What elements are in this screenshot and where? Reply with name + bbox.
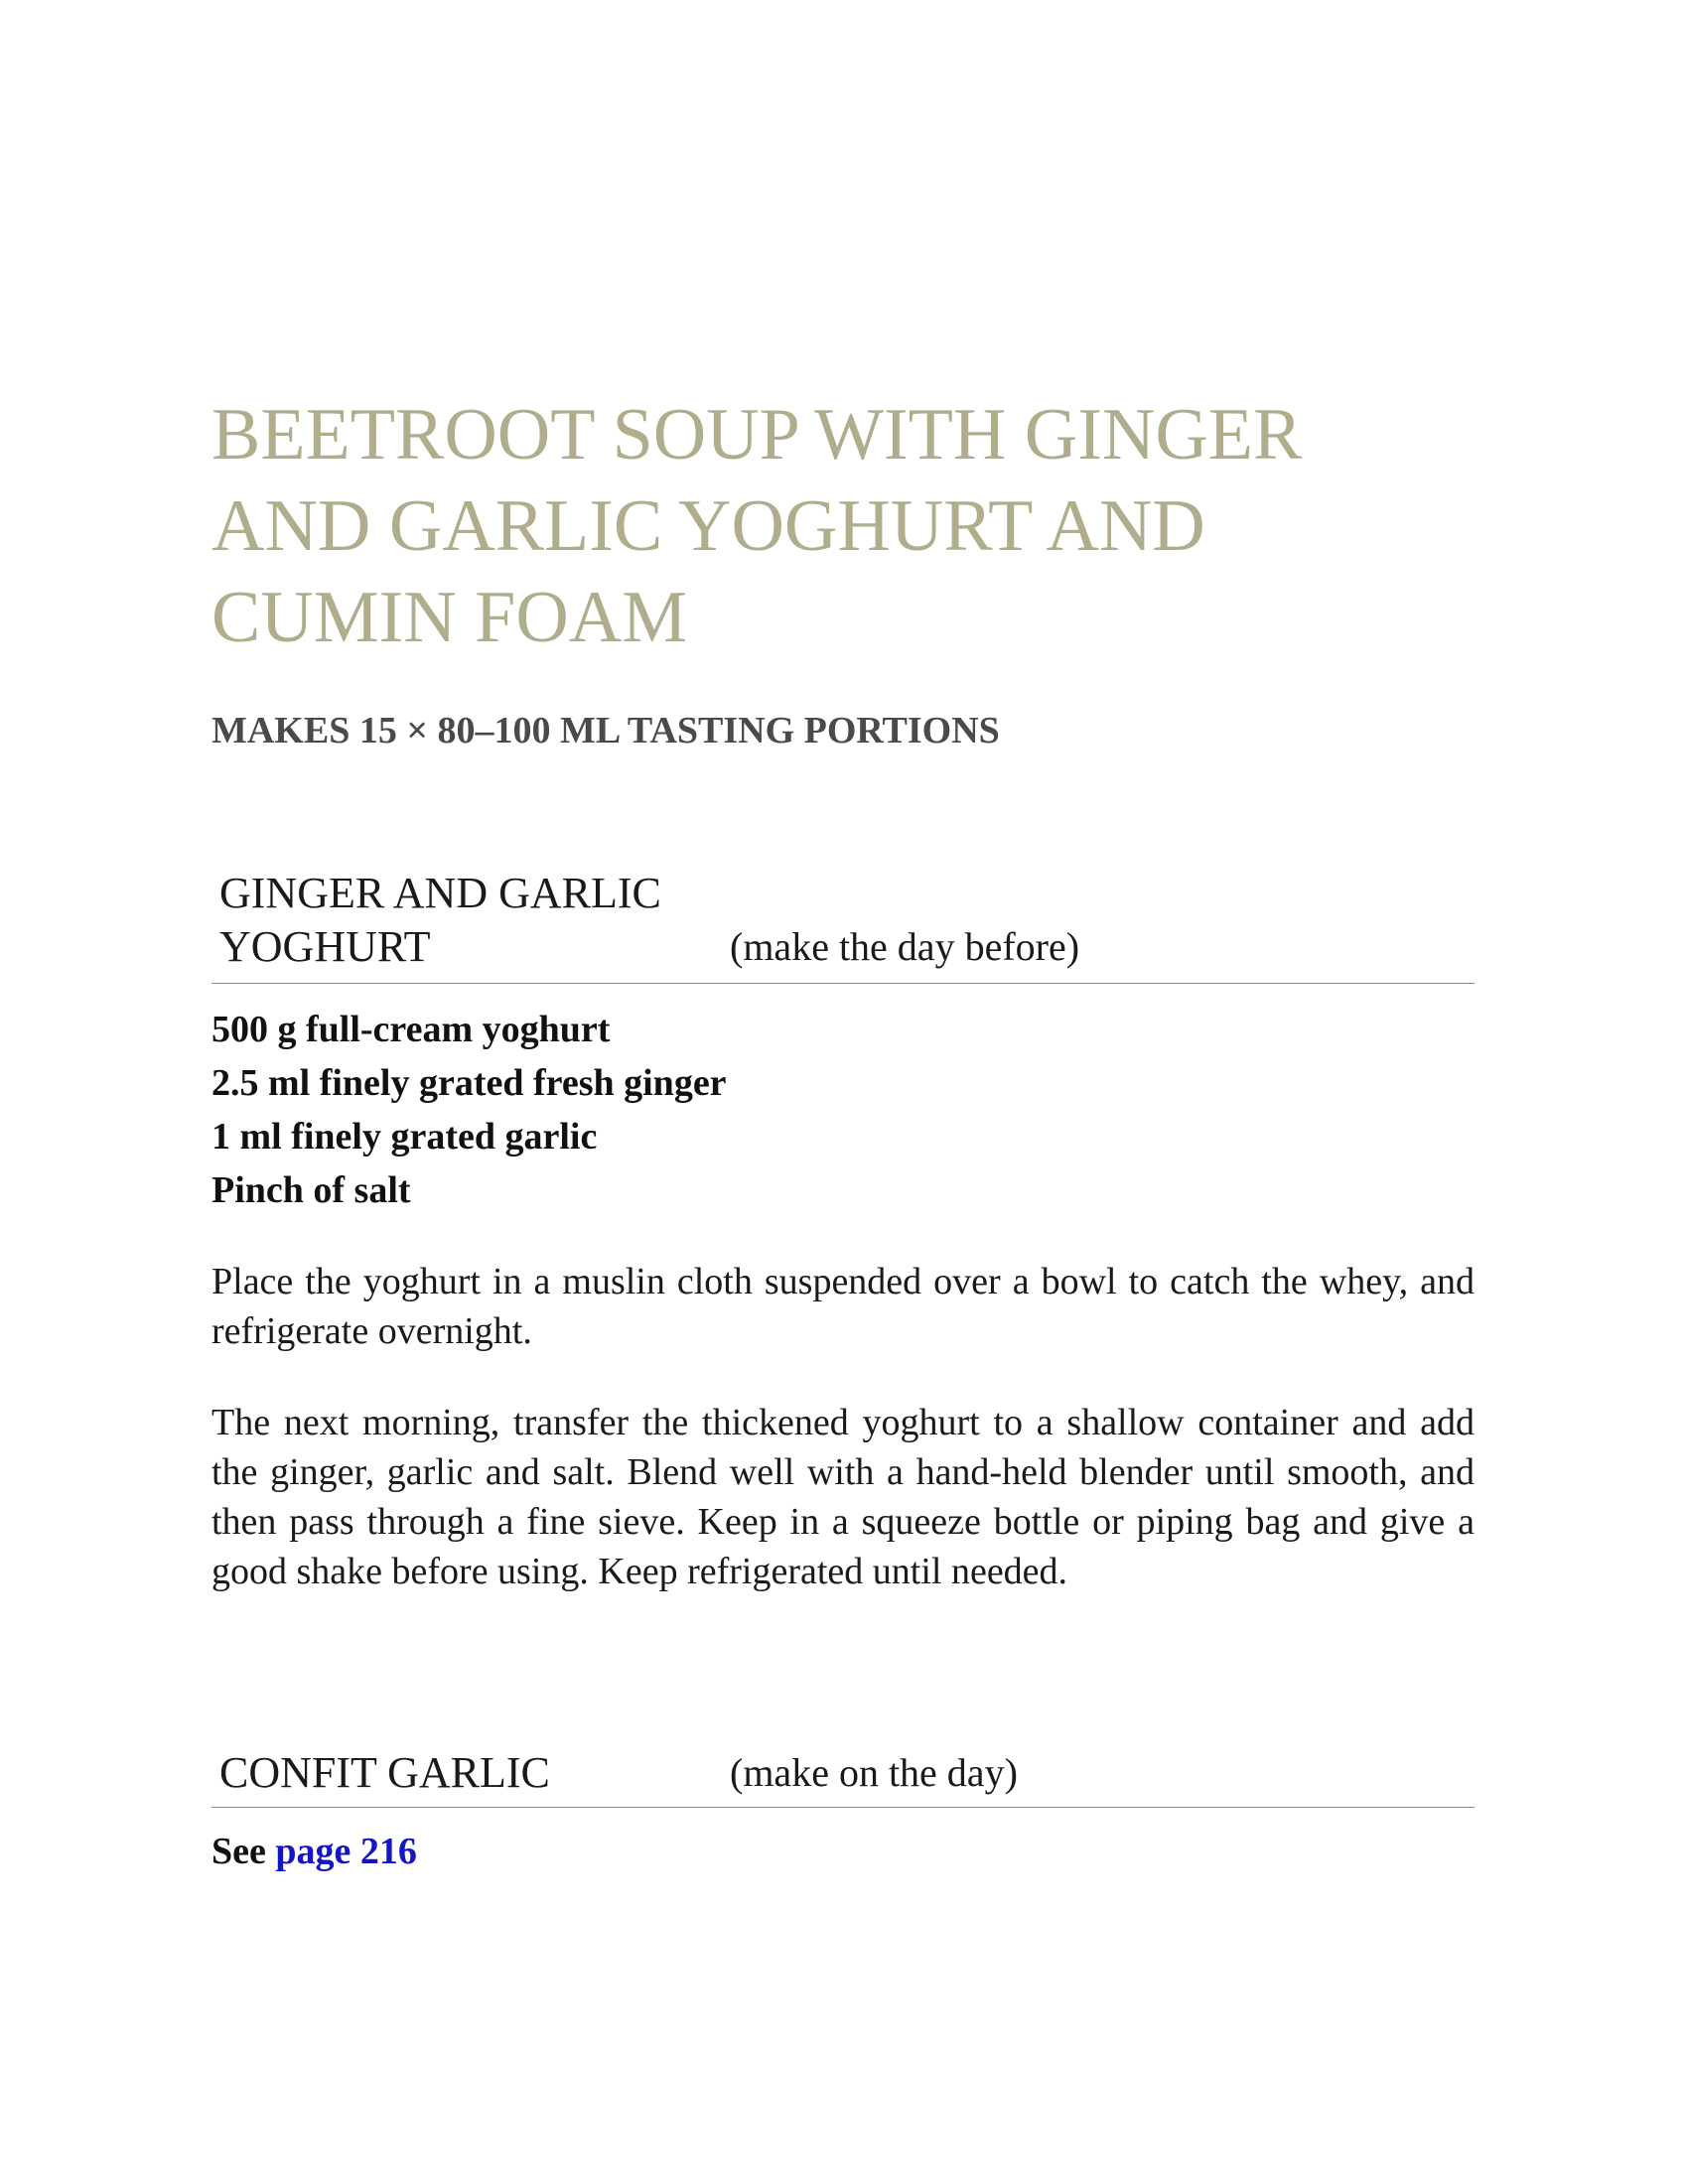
recipe-title-line-1: BEETROOT SOUP WITH GINGER (211, 394, 1303, 476)
section-title-confit-garlic: CONFIT GARLIC (219, 1748, 550, 1797)
ingredient-item: 1 ml finely grated garlic (211, 1116, 598, 1158)
recipe-title-line-2: AND GARLIC YOGHURT AND (211, 485, 1205, 567)
section-note-confit-garlic: (make on the day) (730, 1750, 1018, 1795)
method-paragraph-1: Place the yoghurt in a muslin cloth suspended over a bowl to catch the whey, and refrigerate overnight. (211, 1261, 1475, 1352)
section-title-yoghurt-line-1: GINGER AND GARLIC (219, 869, 661, 917)
page-reference-link[interactable]: page 216 (275, 1831, 417, 1872)
recipe-page (211, 0, 1475, 2184)
method-paragraph-2: The next morning, transfer the thickened yoghurt to a shallow container and add the ginger, garlic and salt. Blend well with a hand-held blender until smooth, and then pass through a fine sieve. Keep in a squeeze bottle or piping bag and give a good shake before using. Keep refrigerated until needed. (211, 1402, 1475, 1592)
ingredient-list-yoghurt (211, 1003, 727, 1217)
recipe-title (211, 389, 1475, 663)
yield-subtitle: MAKES 15 × 80–100 ML TASTING PORTIONS (211, 710, 1000, 751)
section-title-yoghurt-line-2: YOGHURT (219, 922, 431, 971)
recipe-title-line-3: CUMIN FOAM (211, 577, 688, 658)
section-header-yoghurt (211, 862, 1475, 984)
section-note-yoghurt: (make the day before) (730, 924, 1080, 969)
ingredient-item: Pinch of salt (211, 1169, 411, 1211)
ingredient-item: 2.5 ml finely grated fresh ginger (211, 1062, 727, 1104)
see-prefix: See (211, 1831, 266, 1872)
section-header-confit-garlic (211, 1741, 1475, 1808)
see-reference (211, 1827, 417, 1876)
ingredient-item: 500 g full-cream yoghurt (211, 1009, 611, 1050)
